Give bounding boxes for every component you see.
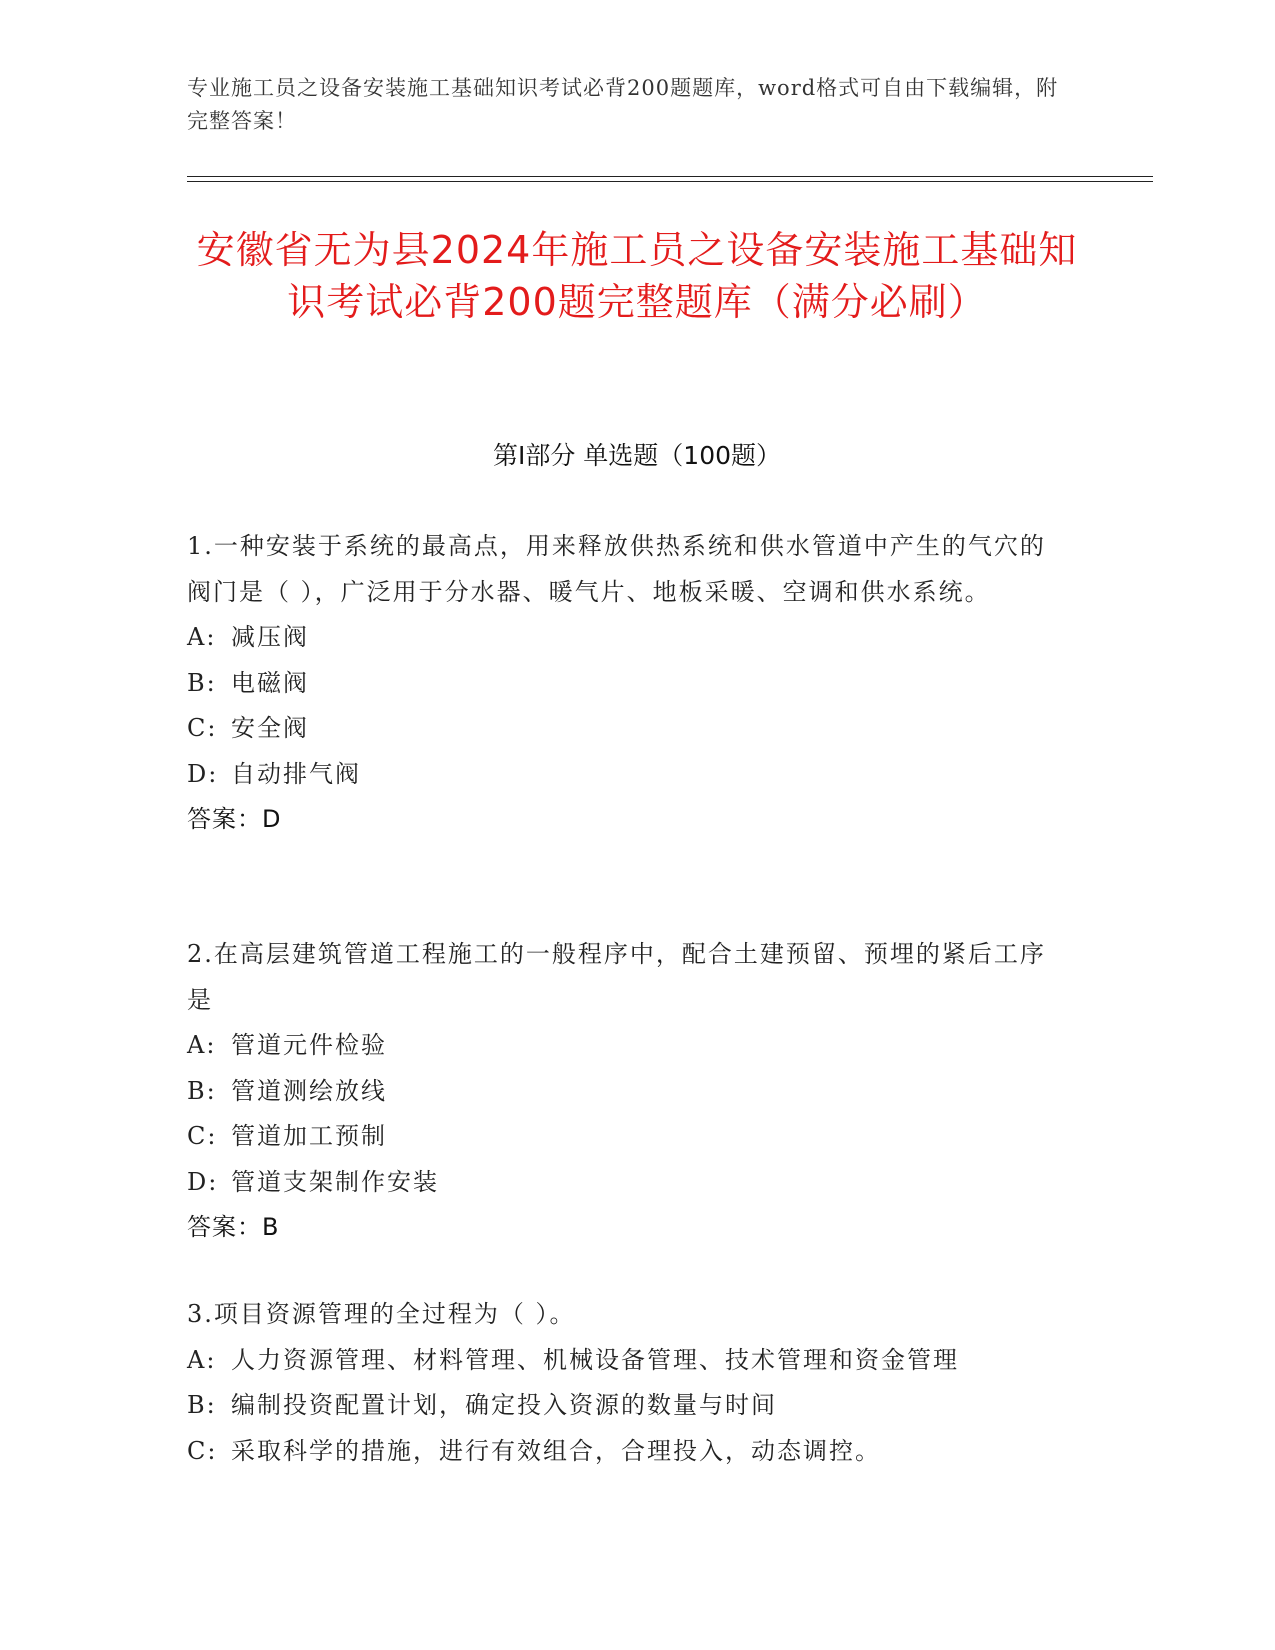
option-c xyxy=(187,706,1067,752)
option-b xyxy=(187,661,1067,707)
option-a xyxy=(187,615,1067,661)
question-3 xyxy=(187,1292,1067,1474)
header-note: 专业施工员之设备安装施工基础知识考试必背200题题库，word格式可自由下载编辑，附完整答案！ xyxy=(187,76,1059,133)
option-letter: B: xyxy=(187,1391,217,1419)
answer-line: 答案：D xyxy=(187,805,282,833)
header-divider-top xyxy=(187,176,1153,177)
option-a xyxy=(187,1338,1067,1384)
option-text: 安全阀 xyxy=(231,714,309,742)
option-text: 管道加工预制 xyxy=(231,1122,387,1150)
document-title: 安徽省无为县2024年施工员之设备安装施工基础知识考试必背200题完整题库（满分必刷） xyxy=(196,228,1078,324)
option-d xyxy=(187,1160,1067,1206)
option-c xyxy=(187,1429,1067,1475)
option-text: 编制投资配置计划，确定投入资源的数量与时间 xyxy=(231,1391,777,1419)
option-text: 管道测绘放线 xyxy=(231,1076,387,1105)
option-letter: C: xyxy=(187,1122,218,1150)
option-letter: D: xyxy=(187,1167,219,1196)
header-divider-bottom xyxy=(187,181,1153,182)
option-a xyxy=(187,1023,1067,1069)
question-1 xyxy=(187,524,1067,843)
option-text: 人力资源管理、材料管理、机械设备管理、技术管理和资金管理 xyxy=(231,1345,959,1374)
option-text: 自动排气阀 xyxy=(231,759,361,788)
answer-line: 答案：B xyxy=(187,1213,280,1241)
question-stem: 1.一种安装于系统的最高点，用来释放供热系统和供水管道中产生的气穴的阀门是（ ），广泛用于分水器、暖气片、地板采暖、空调和供水系统。 xyxy=(187,532,1046,606)
option-b xyxy=(187,1383,1067,1429)
option-text: 减压阀 xyxy=(231,623,309,651)
option-text: 电磁阀 xyxy=(231,668,309,697)
option-letter: B: xyxy=(187,1076,217,1105)
option-letter: A: xyxy=(187,1345,217,1374)
question-2 xyxy=(187,932,1067,1251)
option-letter: B: xyxy=(187,668,217,697)
option-text: 管道元件检验 xyxy=(231,1031,387,1059)
section-heading: 第I部分 单选题（100题） xyxy=(492,441,782,470)
option-letter: D: xyxy=(187,759,219,788)
option-b xyxy=(187,1069,1067,1115)
option-letter: C: xyxy=(187,1436,218,1465)
option-text: 采取科学的措施，进行有效组合，合理投入，动态调控。 xyxy=(231,1436,881,1465)
option-letter: A: xyxy=(187,1031,217,1059)
question-stem: 3.项目资源管理的全过程为（ ）。 xyxy=(187,1300,576,1328)
option-text: 管道支架制作安装 xyxy=(231,1167,439,1196)
option-c xyxy=(187,1114,1067,1160)
question-stem: 2.在高层建筑管道工程施工的一般程序中，配合土建预留、预埋的紧后工序是 xyxy=(187,940,1046,1014)
option-letter: A: xyxy=(187,623,217,651)
option-d xyxy=(187,752,1067,798)
option-letter: C: xyxy=(187,714,218,742)
